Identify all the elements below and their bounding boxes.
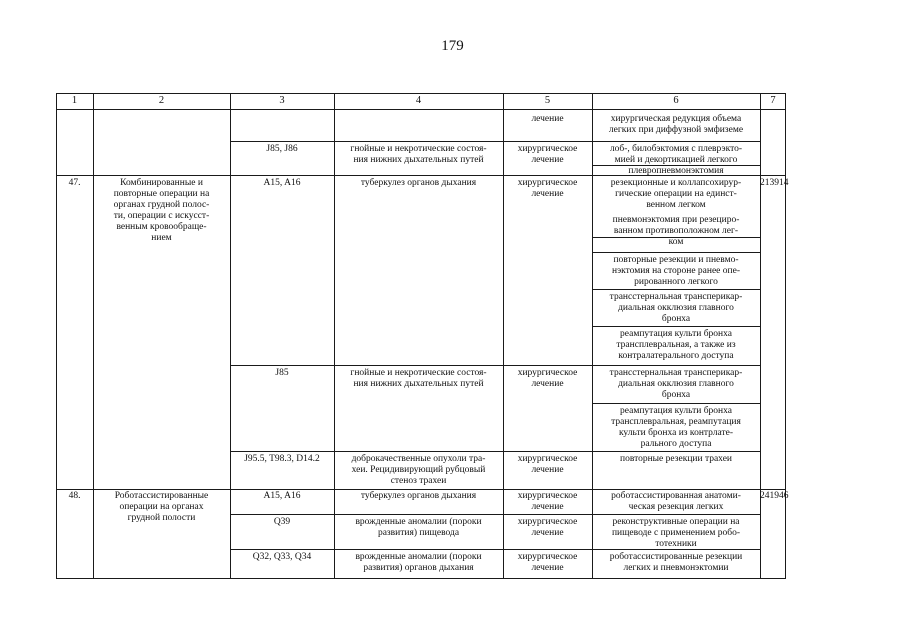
- table-border: [56, 93, 786, 94]
- cell-treatment-type: хирургическое лечение: [517, 517, 578, 538]
- table-border: [785, 93, 786, 579]
- table-border: [592, 326, 760, 327]
- cell-treatment-method: резекционные и коллапсохирур- гические операции на единст- венном легком: [610, 178, 742, 210]
- cell-icd-codes: J85: [275, 368, 289, 378]
- header-col-4: 4: [415, 95, 422, 106]
- cell-icd-codes: J85, J86: [266, 144, 298, 154]
- cell-treatment-type: хирургическое лечение: [517, 552, 578, 573]
- header-col-6: 6: [673, 95, 679, 106]
- table-border: [230, 93, 231, 579]
- cell-diagnosis: туберкулез органов дыхания: [360, 178, 477, 188]
- cell-diagnosis: гнойные и некротические состоя- ния нижних дыхательных путей: [350, 368, 487, 389]
- cell-icd-codes: Q39: [273, 517, 291, 527]
- cell-treatment-method: роботассистированные резекции легких и пневмонэктомии: [609, 552, 743, 573]
- procedures-table: [56, 93, 789, 579]
- cell-procedure-group: Роботассистированные операции на органах грудной полости: [114, 491, 209, 523]
- cell-treatment-method: хирургическая редукция объема легких при диффузной эмфиземе: [608, 114, 744, 135]
- table-border: [230, 141, 760, 142]
- cell-diagnosis: врожденные аномалии (пороки развития) пищевода: [355, 517, 482, 538]
- cell-treatment-method: трансстернальная трансперикар- диальная окклюзия главного бронха: [609, 292, 743, 324]
- cell-treatment-type: хирургическое лечение: [517, 178, 578, 199]
- table-border: [592, 289, 760, 290]
- cell-treatment-method: пневмонэктомия при резециро- ванном противоположном лег- ком: [612, 215, 740, 247]
- cell-treatment-type: хирургическое лечение: [517, 454, 578, 475]
- table-border: [230, 514, 760, 515]
- table-border: [56, 93, 57, 579]
- header-col-2: 2: [158, 95, 165, 106]
- cell-icd-codes: Q32, Q33, Q34: [252, 552, 312, 562]
- cell-treatment-method: реампутация культи бронха трансплевральная, реампутация культи бронха из контрлате- рального доступа: [611, 406, 741, 449]
- cell-diagnosis: доброкачественные опухоли тра- хеи. Рецидивирующий рубцовый стеноз трахеи: [351, 454, 486, 486]
- row-number: 47.: [68, 178, 81, 188]
- cell-treatment-method: повторные резекции трахеи: [619, 454, 732, 464]
- cell-icd-codes: J95.5, T98.3, D14.2: [244, 454, 320, 464]
- cell-treatment-method: лоб-, билобэктомия с плеврэкто- мией и декортикацией легкого плевропневмонэктомия: [609, 144, 743, 176]
- table-border: [760, 93, 761, 579]
- cell-icd-codes: A15, A16: [263, 178, 301, 188]
- table-border: [56, 489, 786, 490]
- table-border: [592, 252, 760, 253]
- cell-treatment-method: реампутация культи бронха трансплевральная, а также из контралатерального доступа: [616, 329, 736, 361]
- header-col-3: 3: [279, 95, 285, 106]
- header-col-1: 1: [71, 95, 78, 106]
- cell-icd-codes: A15, A16: [263, 491, 301, 501]
- cell-diagnosis: туберкулез органов дыхания: [360, 491, 477, 501]
- table-border: [230, 451, 760, 452]
- cell-price: 241946: [760, 491, 789, 501]
- table-border: [56, 109, 786, 110]
- row-number: 48.: [68, 491, 81, 501]
- cell-treatment-type: хирургическое лечение: [517, 368, 578, 389]
- cell-price: 213914: [760, 178, 789, 188]
- cell-treatment-method: трансстернальная трансперикар- диальная окклюзия главного бронха: [609, 368, 743, 400]
- cell-diagnosis: врожденные аномалии (пороки развития) органов дыхания: [355, 552, 482, 573]
- table-border: [230, 365, 760, 366]
- cell-diagnosis: гнойные и некротические состоя- ния нижних дыхательных путей: [350, 144, 487, 165]
- table-border: [56, 578, 786, 579]
- cell-treatment-type: хирургическое лечение: [517, 144, 578, 165]
- page-number: 179: [441, 38, 464, 54]
- header-col-7: 7: [770, 95, 776, 106]
- table-border: [592, 403, 760, 404]
- cell-treatment-method: реконструктивные операции на пищеводе с применением робо- тотехники: [611, 517, 741, 549]
- cell-treatment-method: повторные резекции и пневмо- нэктомия на стороне ранее опе- рированного легкого: [611, 255, 740, 287]
- cell-treatment-method: роботассистированная анатоми- ческая резекция легких: [611, 491, 741, 512]
- header-col-5: 5: [544, 95, 551, 106]
- cell-treatment-type: хирургическое лечение: [517, 491, 578, 512]
- cell-procedure-group: Комбинированные и повторные операции на органах грудной полос- ти, операции с искусст- венным кровообраще- нием: [113, 178, 210, 243]
- cell-treatment-type: лечение: [531, 114, 564, 124]
